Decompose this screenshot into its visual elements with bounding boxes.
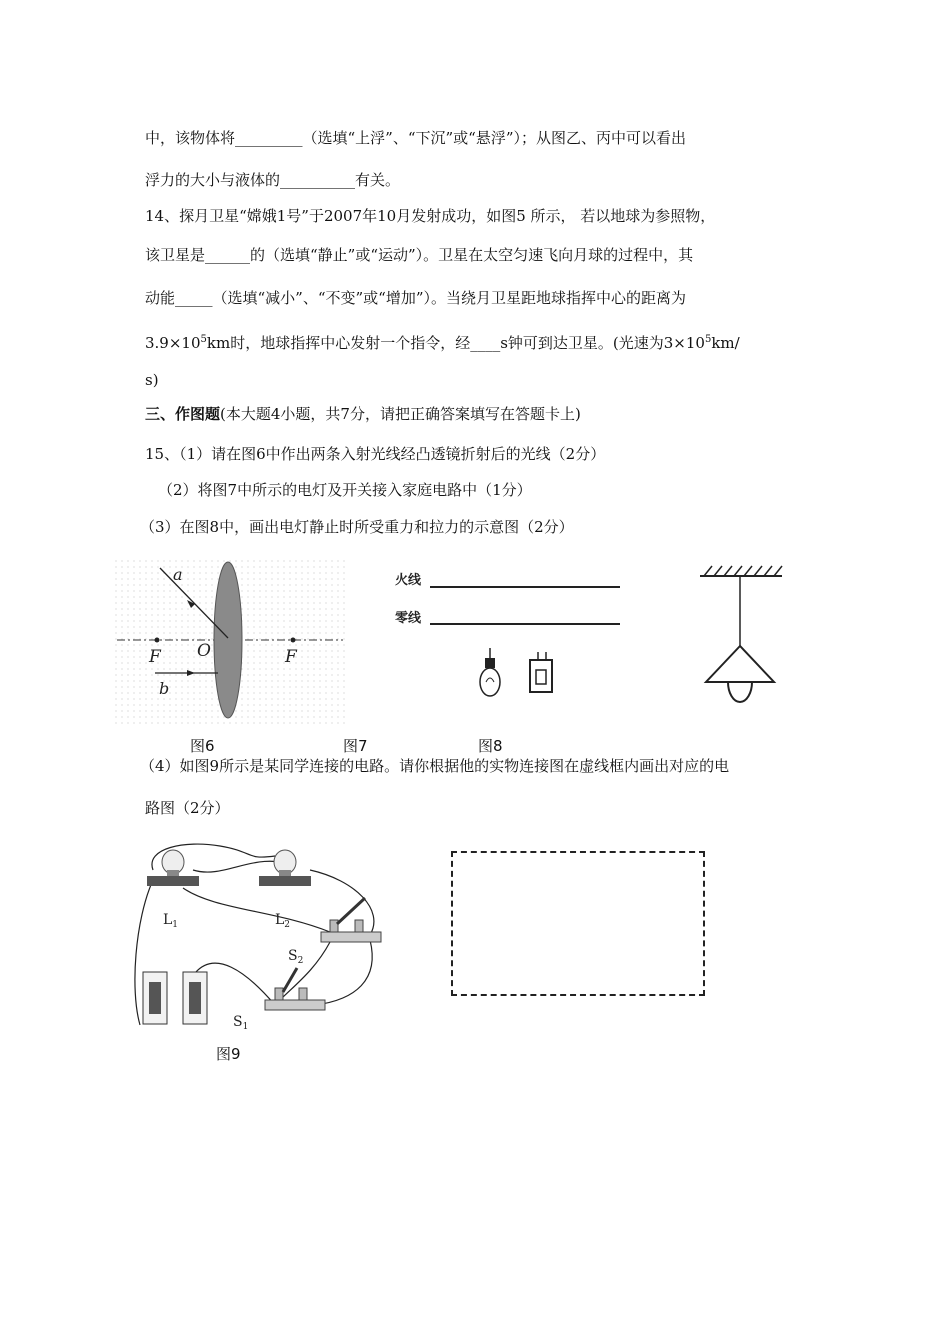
neutral-wire-label: 零线: [395, 611, 422, 626]
section-3-header: [145, 404, 581, 424]
switch-S2-icon: [321, 898, 381, 942]
figure-6-caption: 图6: [190, 737, 215, 755]
question-14-text: km时，地球指挥中心发射一个指令，经____s钟可到达卫星。(光速为3×10: [206, 334, 705, 352]
focus-left-label: F: [149, 647, 161, 667]
focus-right-label: F: [285, 647, 297, 667]
S2-label: $S_2$: [288, 948, 304, 966]
figure-9-circuit-photo: [125, 840, 385, 1035]
question-14-line-3: 动能_____（选填“减小”、“不变”或“增加”）。当绕月卫星距地球指挥中心的距离为: [145, 289, 687, 307]
question-14-line-5: s): [145, 371, 159, 389]
question-15-3: （3）在图8中，画出电灯静止时所受重力和拉力的示意图（2分）: [140, 518, 574, 536]
bulb-icon: [480, 648, 500, 696]
optical-center-label: O: [197, 641, 211, 661]
question-15-1: 15、（1）请在图6中作出两条入射光线经凸透镜折射后的光线（2分）: [145, 445, 606, 463]
battery-icon: [143, 972, 207, 1024]
figure-7-wiring-diagram: [390, 560, 630, 720]
section-3-title: 三、作图题: [145, 405, 221, 423]
text-line-2: 浮力的大小与液体的__________有关。: [145, 171, 401, 189]
L2-label: $L_2$: [275, 912, 291, 930]
section-3-description: (本大题4小题，共7分，请把正确答案填写在答题卡上): [220, 405, 581, 423]
question-15-2: （2）将图7中所示的电灯及开关接入家庭电路中（1分）: [158, 481, 532, 499]
question-15-4-line-2: 路图（2分）: [145, 799, 230, 817]
live-wire-label: 火线: [395, 573, 422, 588]
question-14-line-1: 14、探月卫星“嫦娥1号”于2007年10月发射成功，如图5 所示， 若以地球为参照物，: [145, 207, 716, 225]
figure-6-lens-diagram: [115, 560, 345, 724]
L1-label: $L_1$: [163, 912, 179, 930]
figure-7-caption: 图7: [343, 737, 368, 755]
lamp-L1-icon: [147, 850, 199, 886]
switch-icon: [530, 652, 552, 692]
figure-9-caption: 图9: [216, 1045, 241, 1063]
question-14-line-4: [145, 330, 740, 353]
ray-a-label: a: [173, 565, 183, 584]
text-line-1: 中，该物体将_________（选填“上浮”、“下沉”或“悬浮”）；从图乙、丙中可以看出: [145, 129, 687, 147]
switch-S1-icon: [265, 968, 325, 1010]
exponent: 5: [704, 334, 712, 345]
figure-8-caption: 图8: [478, 737, 503, 755]
figure-8-hanging-lamp: [690, 560, 790, 720]
S1-label: $S_1$: [233, 1014, 249, 1032]
question-14-line-2: 该卫星是______的（选填“静止”或“运动”）。卫星在太空匀速飞向月球的过程中，其: [145, 246, 694, 264]
question-15-4-line-1: （4）如图9所示是某同学连接的电路。请你根据他的实物连接图在虚线框内画出对应的电: [140, 757, 730, 775]
ray-b-label: b: [159, 679, 170, 698]
answer-dashed-box[interactable]: [451, 851, 705, 996]
lamp-L2-icon: [259, 850, 311, 886]
unit-text: km/: [711, 334, 740, 352]
exponent: 5: [200, 334, 207, 345]
distance-value: 3.9×10: [145, 334, 201, 352]
